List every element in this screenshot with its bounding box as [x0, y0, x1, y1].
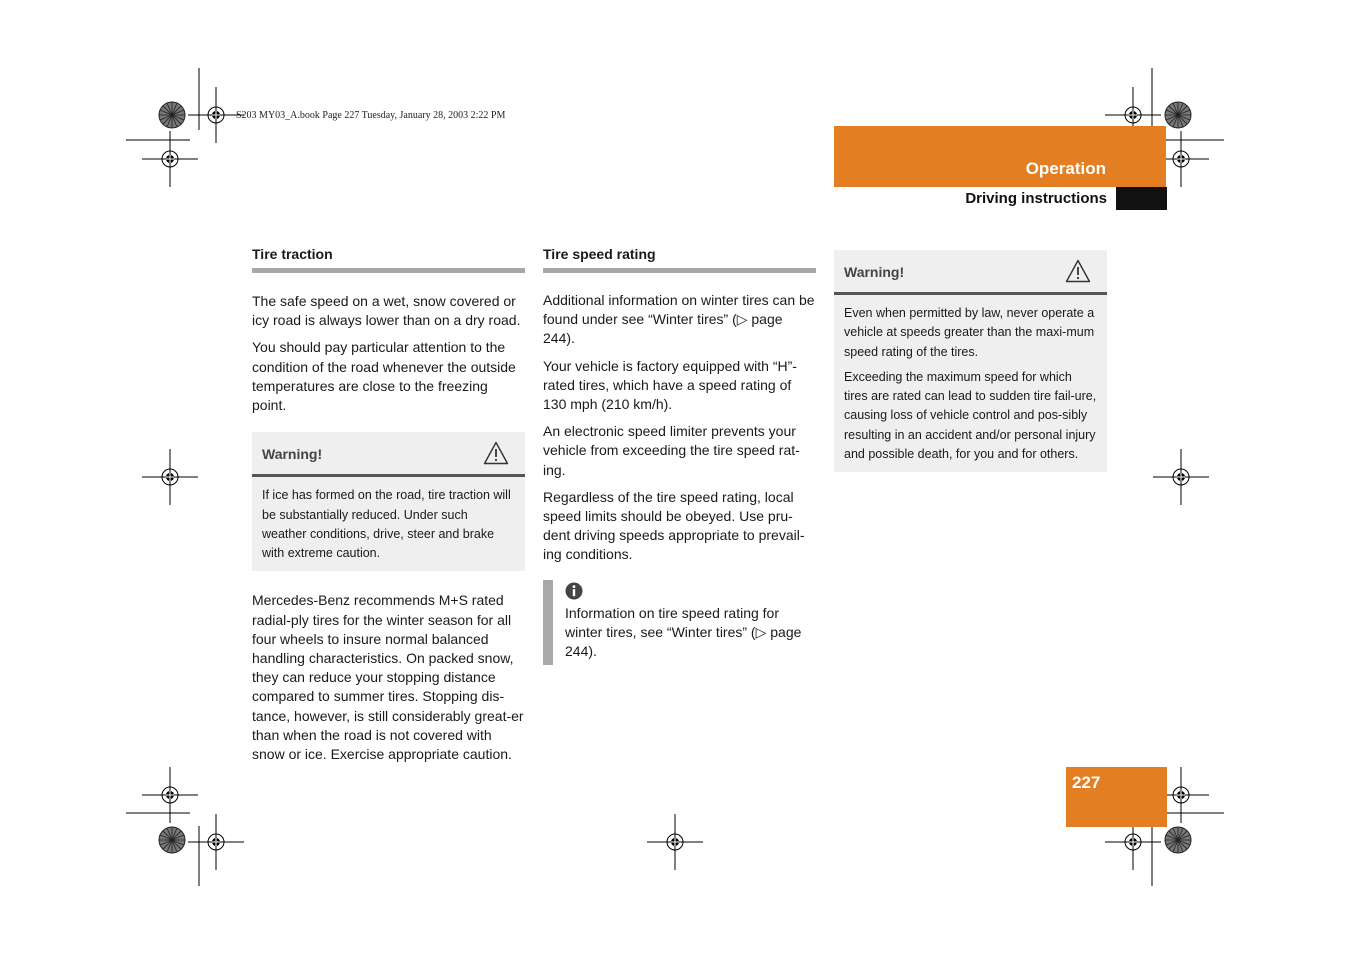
heading-tire-traction: Tire traction [252, 246, 525, 273]
page-number-tab [1066, 767, 1167, 827]
warning-text: Exceeding the maximum speed for which tires are rated can lead to sudden tire fail-ure, causing loss of vehicle control and pos-sibly resulting in an accident and/or personal injury and possible death, for you and for others. [844, 369, 1097, 462]
warning-text: Even when permitted by law, never operate a vehicle at speeds greater than the maxi-mum speed rating of the tires. [844, 306, 1095, 359]
paragraph: You should pay particular attention to the condition of the road whenever the outside temperatures are close to the freezing point. [252, 339, 516, 414]
warning-text: If ice has formed on the road, tire traction will be substantially reduced. Under such weather conditions, drive, steer and brake with extreme caution. [262, 488, 511, 561]
warning-triangle-icon [483, 441, 509, 465]
paragraph: An electronic speed limiter prevents your vehicle from exceeding the tire speed rat-ing. [543, 423, 800, 478]
column-warning [834, 250, 1107, 472]
warning-label: Warning! [844, 264, 905, 280]
warning-body [252, 477, 525, 571]
paragraph: Your vehicle is factory equipped with “H”-rated tires, which have a speed rating of 130 mph (210 km/h). [543, 357, 797, 413]
column-tire-speed-rating [543, 246, 816, 665]
page-number: 227 [1072, 773, 1101, 792]
info-note [543, 580, 816, 666]
info-text: Information on tire speed rating for winter tires, see “Winter tires” (▷ page 244). [565, 604, 802, 660]
warning-header [252, 432, 525, 477]
warning-body [834, 295, 1107, 472]
print-info: S203 MY03_A.book Page 227 Tuesday, January 28, 2003 2:22 PM [236, 110, 506, 121]
column-tire-traction [252, 246, 525, 764]
warning-header [834, 250, 1107, 295]
section-marker [1116, 187, 1167, 210]
warning-triangle-icon [1065, 259, 1091, 283]
paragraph: Regardless of the tire speed rating, local speed limits should be obeyed. Use pru-dent driving speeds appropriate to prevail-ing conditions. [543, 488, 805, 563]
warning-box [834, 250, 1107, 472]
section-title: Driving instructions [965, 190, 1107, 207]
warning-label: Warning! [262, 446, 323, 463]
warning-box [252, 432, 525, 571]
info-icon [565, 582, 583, 600]
heading-tire-speed-rating: Tire speed rating [543, 246, 816, 273]
paragraph: The safe speed on a wet, snow covered or icy road is always lower than on a dry road. [252, 293, 521, 329]
chapter-title: Operation [1025, 159, 1106, 178]
paragraph: Additional information on winter tires can be found under see “Winter tires” (▷ page 244). [543, 292, 815, 347]
chapter-tab [834, 126, 1166, 187]
paragraph: Mercedes-Benz recommends M+S rated radial-ply tires for the winter season for all four wheels to insure normal balanced handling characteristics. On packed snow, they can reduce your stopping distance compared to summer tires. Stopping dis-tance, however, is still considerably great-er than when the road is not covered with snow or ice. Exercise appropriate caution. [252, 592, 524, 763]
